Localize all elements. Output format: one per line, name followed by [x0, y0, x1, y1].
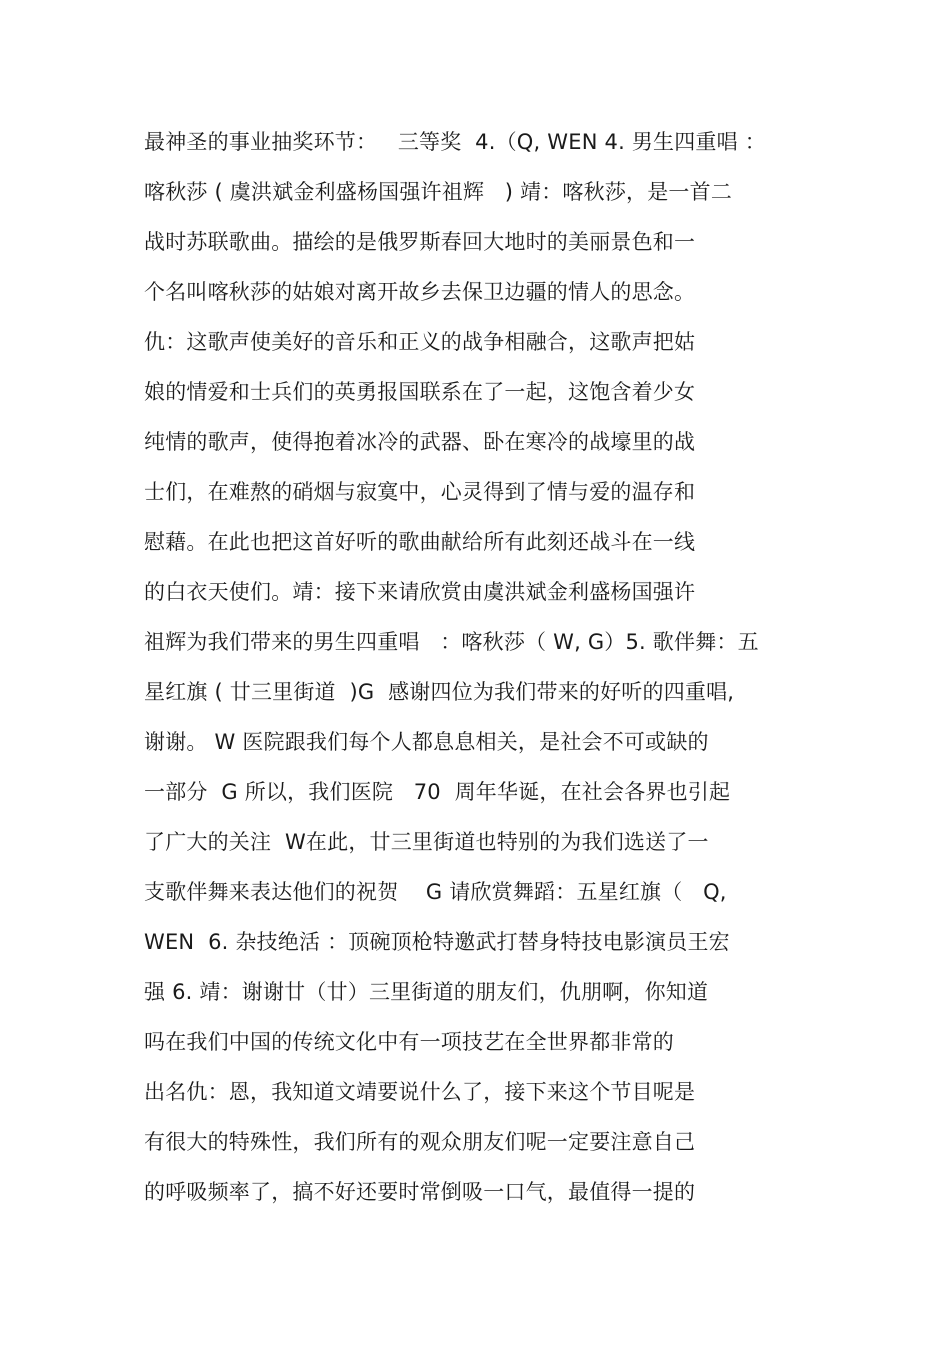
text-line: 星红旗 ( 廿三里街道 )G 感谢四位为我们带来的好听的四重唱,: [144, 680, 735, 704]
text-line: 纯情的歌声，使得抱着冰冷的武器、卧在寒冷的战壕里的战: [144, 430, 696, 454]
text-line: 强 6. 靖：谢谢廿（廿）三里街道的朋友们，仇朋啊，你知道: [144, 980, 709, 1004]
text-line: 了广大的关注 W在此，廿三里街道也特别的为我们选送了一: [144, 830, 709, 854]
text-line: 吗在我们中国的传统文化中有一项技艺在全世界都非常的: [144, 1030, 674, 1054]
text-line: 喀秋莎 ( 虞洪斌金利盛杨国强许祖辉 ) 靖：喀秋莎，是一首二: [144, 180, 733, 204]
text-line: 慰藉。在此也把这首好听的歌曲献给所有此刻还战斗在一线: [144, 530, 696, 554]
body-text: [144, 122, 934, 1222]
text-line: 一部分 G 所以，我们医院 70 周年华诞，在社会各界也引起: [144, 780, 731, 804]
text-line: 娘的情爱和士兵们的英勇报国联系在了一起，这饱含着少女: [144, 380, 696, 404]
text-line: 有很大的特殊性，我们所有的观众朋友们呢一定要注意自己: [144, 1130, 696, 1154]
text-line: 祖辉为我们带来的男生四重唱 ：喀秋莎（ W, G）5. 歌伴舞：五: [144, 630, 759, 654]
text-line: 士们，在难熬的硝烟与寂寞中，心灵得到了情与爱的温存和: [144, 480, 696, 504]
text-line: 最神圣的事业抽奖环节： 三等奖 4.（Q, WEN 4. 男生四重唱 ：: [144, 130, 766, 154]
text-line: 出名仇：恩，我知道文靖要说什么了，接下来这个节目呢是: [144, 1080, 696, 1104]
text-line: 的白衣天使们。靖：接下来请欣赏由虞洪斌金利盛杨国强许: [144, 580, 696, 604]
text-line: 仇：这歌声使美好的音乐和正义的战争相融合，这歌声把姑: [144, 330, 696, 354]
text-line: 支歌伴舞来表达他们的祝贺 G 请欣赏舞蹈：五星红旗（ Q,: [144, 880, 727, 904]
text-line: 谢谢。 W 医院跟我们每个人都息息相关，是社会不可或缺的: [144, 730, 709, 754]
text-line: 战时苏联歌曲。描绘的是俄罗斯春回大地时的美丽景色和一: [144, 230, 696, 254]
text-line: WEN 6. 杂技绝活 ：顶碗顶枪特邀武打替身特技电影演员王宏: [144, 930, 730, 954]
text-line: 个名叫喀秋莎的姑娘对离开故乡去保卫边疆的情人的思念。: [144, 280, 696, 304]
text-line: 的呼吸频率了，搞不好还要时常倒吸一口气，最值得一提的: [144, 1180, 696, 1204]
